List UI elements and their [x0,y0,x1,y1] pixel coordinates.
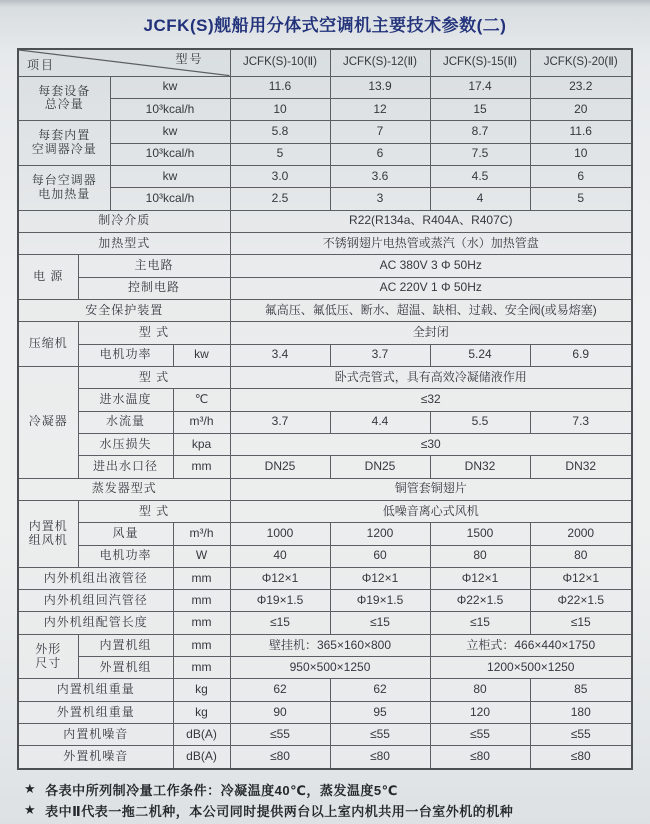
value-cell: 20 [530,98,632,120]
value-cell: ≤80 [230,746,330,769]
footnote [24,779,513,799]
row-label: 加热型式 [18,232,230,254]
row-label: 主电路 [78,255,230,277]
column-header-model: JCFK(S)-12(Ⅱ) [330,49,430,76]
unit-cell: kw [173,344,230,366]
unit-cell: mm [173,657,230,679]
table-row [18,567,632,589]
value-cell: 7.5 [430,143,530,165]
table-row [18,255,632,277]
star-icon: ★ [24,781,37,796]
row-label: 风量 [78,523,173,545]
row-label: 型 式 [78,322,230,344]
value-cell: 氟高压、氟低压、断水、超温、缺相、过载、安全阀(或易熔塞) [230,299,632,321]
row-label: 进出水口径 [78,456,173,478]
table-row [18,478,632,500]
value-cell: 85 [530,679,632,701]
value-cell: Φ12×1 [230,567,330,589]
footnote-text: 表中Ⅱ代表一拖二机种，本公司同时提供两台以上室内机共用一台室外机的机种 [45,803,514,819]
row-label: 外置机噪音 [18,746,173,769]
value-cell: DN32 [530,456,632,478]
table-row [18,657,632,679]
value-cell: 3.7 [230,411,330,433]
table-row [18,433,632,455]
table-row [18,210,632,232]
value-cell: ≤32 [230,389,632,411]
table-row [18,98,632,120]
value-cell: 1500 [430,523,530,545]
value-cell: 10 [530,143,632,165]
row-label: 型 式 [78,500,230,522]
value-cell: ≤55 [430,724,530,746]
value-cell: AC 220V 1 Φ 50Hz [230,277,632,299]
table-row [18,679,632,701]
row-label: 每套设备 总冷量 [18,76,110,121]
value-cell: 95 [330,701,430,723]
table-row [18,389,632,411]
unit-cell: kw [110,121,230,143]
value-cell: Φ19×1.5 [230,590,330,612]
table-row [18,188,632,210]
table-row [18,411,632,433]
value-cell: 1200 [330,523,430,545]
corner-model-label: 型号 [175,52,204,66]
value-cell: 6 [330,143,430,165]
table-row [18,523,632,545]
row-label: 制冷介质 [18,210,230,232]
unit-cell: m³/h [173,523,230,545]
value-cell: 3.4 [230,344,330,366]
row-label: 每套内置 空调器冷量 [18,121,110,166]
value-cell: 2000 [530,523,632,545]
value-cell: 全封闭 [230,322,632,344]
value-cell: 4.4 [330,411,430,433]
value-cell: Φ12×1 [530,567,632,589]
value-cell: 80 [430,679,530,701]
value-cell: 3.7 [330,344,430,366]
value-cell: 铜管套铜翅片 [230,478,632,500]
value-cell: ≤30 [230,433,632,455]
unit-cell: 10³kcal/h [110,143,230,165]
value-cell: 7.3 [530,411,632,433]
value-cell: 17.4 [430,76,530,98]
value-cell: 6.9 [530,344,632,366]
table-row [18,590,632,612]
table-row [18,121,632,143]
unit-cell: W [173,545,230,567]
table-row [18,634,632,656]
row-label: 安全保护装置 [18,299,230,321]
group-label: 外形 尺寸 [18,634,78,679]
value-cell: 5.5 [430,411,530,433]
table-row [18,366,632,388]
table-row [18,76,632,98]
table-row [18,299,632,321]
value-cell: 11.6 [230,76,330,98]
value-cell: Φ12×1 [330,567,430,589]
row-label: 外置机组重量 [18,701,173,723]
table-row [18,545,632,567]
value-cell: ≤15 [530,612,632,634]
value-cell: 15 [430,98,530,120]
value-cell: 壁挂机：365×160×800 [230,634,430,656]
value-cell: DN32 [430,456,530,478]
table-row [18,500,632,522]
column-header-model: JCFK(S)-15(Ⅱ) [430,49,530,76]
unit-cell: mm [173,612,230,634]
value-cell: Φ22×1.5 [430,590,530,612]
unit-cell: kg [173,679,230,701]
value-cell: 6 [530,165,632,187]
row-label: 每台空调器 电加热量 [18,165,110,210]
row-label: 型 式 [78,366,230,388]
row-label: 内置机组重量 [18,679,173,701]
value-cell: R22(R134a、R404A、R407C) [230,210,632,232]
value-cell: ≤15 [430,612,530,634]
table-row [18,322,632,344]
group-label: 压缩机 [18,322,78,367]
row-label: 水压损失 [78,433,173,455]
table-header-row [18,49,632,76]
value-cell: Φ19×1.5 [330,590,430,612]
value-cell: 5.24 [430,344,530,366]
value-cell: AC 380V 3 Φ 50Hz [230,255,632,277]
footnotes [24,779,513,821]
value-cell: ≤15 [330,612,430,634]
row-label: 内外机组配管长度 [18,612,173,634]
value-cell: 1200×500×1250 [430,657,632,679]
group-label: 电 源 [18,255,78,300]
value-cell: 40 [230,545,330,567]
value-cell: 卧式壳管式，具有高效冷凝储液作用 [230,366,632,388]
column-header-model: JCFK(S)-20(Ⅱ) [530,49,632,76]
row-label: 内外机组回汽管径 [18,590,173,612]
footnote-text: 各表中所列制冷量工作条件：冷凝温度40℃，蒸发温度5℃ [45,782,398,798]
unit-cell: kw [110,165,230,187]
value-cell: 3 [330,188,430,210]
corner-header [18,49,230,76]
table-row [18,344,632,366]
value-cell: ≤55 [330,724,430,746]
value-cell: ≤15 [230,612,330,634]
value-cell: 不锈钢翅片电热管或蒸汽（水）加热管盘 [230,232,632,254]
table-row [18,143,632,165]
value-cell: DN25 [230,456,330,478]
unit-cell: kw [110,76,230,98]
value-cell: 11.6 [530,121,632,143]
value-cell: 13.9 [330,76,430,98]
table-row [18,612,632,634]
value-cell: 3.6 [330,165,430,187]
row-label: 内置机组 [78,634,173,656]
value-cell: 1000 [230,523,330,545]
value-cell: 90 [230,701,330,723]
unit-cell: mm [173,456,230,478]
page-title: JCFK(S)舰船用分体式空调机主要技术参数(二) [143,16,507,35]
value-cell: 7 [330,121,430,143]
value-cell: 60 [330,545,430,567]
value-cell: 2.5 [230,188,330,210]
value-cell: 5.8 [230,121,330,143]
unit-cell: 10³kcal/h [110,188,230,210]
row-label: 电机功率 [78,344,173,366]
value-cell: 180 [530,701,632,723]
table-row [18,724,632,746]
table-row [18,701,632,723]
row-label: 蒸发器型式 [18,478,230,500]
row-label: 电机功率 [78,545,173,567]
table-row [18,232,632,254]
value-cell: DN25 [330,456,430,478]
value-cell: ≤55 [230,724,330,746]
value-cell: 4.5 [430,165,530,187]
value-cell: ≤80 [430,746,530,769]
value-cell: 62 [330,679,430,701]
table-row [18,746,632,769]
row-label: 水流量 [78,411,173,433]
value-cell: ≤55 [530,724,632,746]
row-label: 控制电路 [78,277,230,299]
unit-cell: mm [173,590,230,612]
value-cell: 950×500×1250 [230,657,430,679]
table-row [18,165,632,187]
row-label: 内置机噪音 [18,724,173,746]
footnote [24,800,513,820]
value-cell: Φ12×1 [430,567,530,589]
value-cell: 12 [330,98,430,120]
row-label: 内外机组出液管径 [18,567,173,589]
star-icon: ★ [24,802,37,817]
value-cell: 8.7 [430,121,530,143]
unit-cell: mm [173,567,230,589]
value-cell: 立柜式：466×440×1750 [430,634,632,656]
value-cell: 3.0 [230,165,330,187]
value-cell: 80 [430,545,530,567]
group-label: 冷凝器 [18,366,78,478]
unit-cell: m³/h [173,411,230,433]
row-label: 外置机组 [78,657,173,679]
value-cell: 23.2 [530,76,632,98]
value-cell: Φ22×1.5 [530,590,632,612]
table-row [18,456,632,478]
value-cell: 120 [430,701,530,723]
unit-cell: dB(A) [173,746,230,769]
row-label: 进水温度 [78,389,173,411]
value-cell: 80 [530,545,632,567]
column-header-model: JCFK(S)-10(Ⅱ) [230,49,330,76]
value-cell: 5 [530,188,632,210]
value-cell: 低噪音离心式风机 [230,500,632,522]
value-cell: ≤80 [330,746,430,769]
unit-cell: 10³kcal/h [110,98,230,120]
spec-table [17,48,633,770]
unit-cell: kg [173,701,230,723]
group-label: 内置机 组风机 [18,500,78,567]
corner-item-label: 项目 [27,57,56,72]
value-cell: 62 [230,679,330,701]
unit-cell: ℃ [173,389,230,411]
value-cell: ≤80 [530,746,632,769]
unit-cell: mm [173,634,230,656]
value-cell: 4 [430,188,530,210]
value-cell: 5 [230,143,330,165]
unit-cell: kpa [173,433,230,455]
unit-cell: dB(A) [173,724,230,746]
value-cell: 10 [230,98,330,120]
table-row [18,277,632,299]
